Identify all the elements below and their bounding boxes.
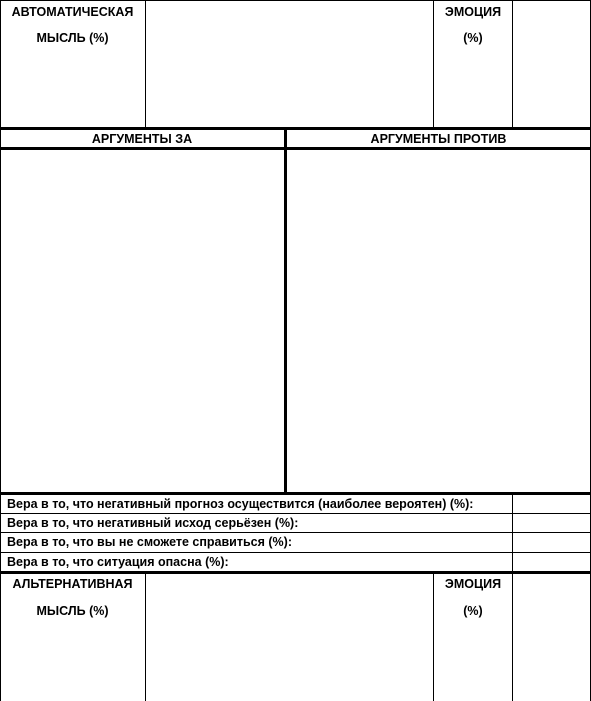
emotion-value-area-bottom[interactable] bbox=[513, 574, 590, 701]
automatic-thought-label-line2: МЫСЛЬ (%) bbox=[36, 31, 109, 45]
belief-row-divider-3 bbox=[0, 552, 591, 553]
emotion-label-line1-bottom: ЭМОЦИЯ bbox=[444, 577, 502, 591]
alternative-thought-label-line1: АЛЬТЕРНАТИВНАЯ bbox=[12, 577, 133, 591]
belief-row-divider-2 bbox=[0, 532, 591, 533]
alternative-thought-label-line2: МЫСЛЬ (%) bbox=[36, 604, 109, 618]
emotion-value-area-top[interactable] bbox=[513, 1, 590, 127]
belief-value-input[interactable] bbox=[513, 553, 590, 571]
bottom-divider-2 bbox=[433, 573, 434, 701]
section-divider-arguments bbox=[0, 492, 591, 495]
belief-row-label: Вера в то, что негативный прогноз осуществится (наиболее вероятен) (%): bbox=[7, 497, 474, 511]
emotion-label-line1-top: ЭМОЦИЯ bbox=[444, 5, 502, 19]
belief-value-input[interactable] bbox=[513, 495, 590, 513]
belief-row-label: Вера в то, что вы не сможете справиться (%): bbox=[7, 535, 292, 549]
automatic-thought-label-line1: АВТОМАТИЧЕСКАЯ bbox=[11, 5, 134, 19]
section-divider-top bbox=[0, 127, 591, 130]
emotion-label-line2-bottom: (%) bbox=[463, 604, 483, 618]
arguments-for-input-area[interactable] bbox=[1, 150, 284, 492]
automatic-thought-input-area[interactable] bbox=[146, 1, 433, 127]
arguments-for-header: АРГУМЕНТЫ ЗА bbox=[91, 132, 193, 146]
belief-row-divider-1 bbox=[0, 513, 591, 514]
emotion-label-line2-top: (%) bbox=[463, 31, 483, 45]
belief-row-label: Вера в то, что негативный исход серьёзен (%): bbox=[7, 516, 299, 530]
belief-value-input[interactable] bbox=[513, 533, 590, 552]
top-divider-2 bbox=[433, 0, 434, 128]
belief-value-input[interactable] bbox=[513, 514, 590, 532]
arguments-against-input-area[interactable] bbox=[287, 150, 590, 492]
belief-row-label: Вера в то, что ситуация опасна (%): bbox=[7, 555, 229, 569]
alternative-thought-input-area[interactable] bbox=[146, 574, 433, 701]
arguments-against-header: АРГУМЕНТЫ ПРОТИВ bbox=[370, 132, 507, 146]
